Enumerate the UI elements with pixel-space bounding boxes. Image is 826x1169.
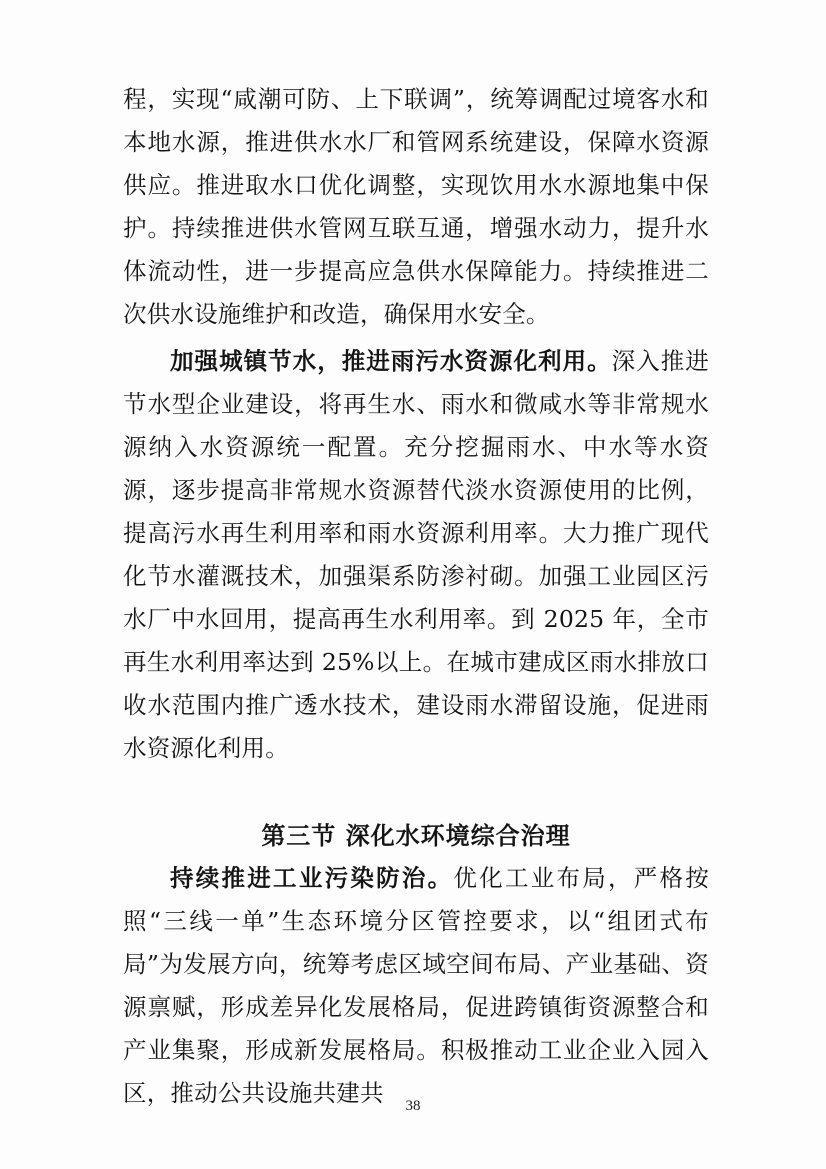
paragraph-body-industrial-pollution: 优化工业布局，严格按照“三线一单”生态环境分区管控要求，以“组团式布局”为发展方向，统筹考虑区域空间布局、产业基础、资源禀赋，形成差异化发展格局，促进跨镇街资源整合和产业集聚，形成新发展格局。积极推动工业企业入园入区，推动公共设施共建共 xyxy=(123,864,710,1107)
paragraph-lead-industrial-pollution: 持续推进工业污染防治。 xyxy=(170,864,454,892)
paragraph-water-saving xyxy=(123,340,709,770)
page-number: 38 xyxy=(405,1098,421,1114)
paragraph-body-water-saving: 深入推进节水型企业建设，将再生水、雨水和微咸水等非常规水源纳入水资源统一配置。充分挖掘雨水、中水等水资源，逐步提高非常规水资源替代淡水资源使用的比例，提高污水再生利用率和雨水资源利用率。大力推广现代化节水灌溉技术，加强渠系防渗衬砌。加强工业园区污水厂中水回用，提高再生水利用率。到 2025 年，全市再生水利用率达到 25%以上。在城市建成区雨水排放口收水范围内推广透水技术，建设雨水滞留设施，促进雨水资源化利用。 xyxy=(123,347,709,762)
paragraph-lead-water-saving: 加强城镇节水，推进雨污水资源化利用。 xyxy=(170,347,612,375)
section-heading-third: 第三节 深化水环境综合治理 xyxy=(261,821,571,850)
paragraph-continuation: 程，实现“咸潮可防、上下联调”，统筹调配过境客水和本地水源，推进供水水厂和管网系统建设，保障水资源供应。推进取水口优化调整，实现饮用水水源地集中保护。持续推进供水管网互联互通，增强水动力，提升水体流动性，进一步提高应急供水保障能力。持续推进二次供水设施维护和改造，确保用水安全。 xyxy=(123,85,709,328)
page-content xyxy=(123,78,709,1115)
paragraph-industrial-pollution xyxy=(123,857,709,1115)
section-gap xyxy=(123,770,709,814)
